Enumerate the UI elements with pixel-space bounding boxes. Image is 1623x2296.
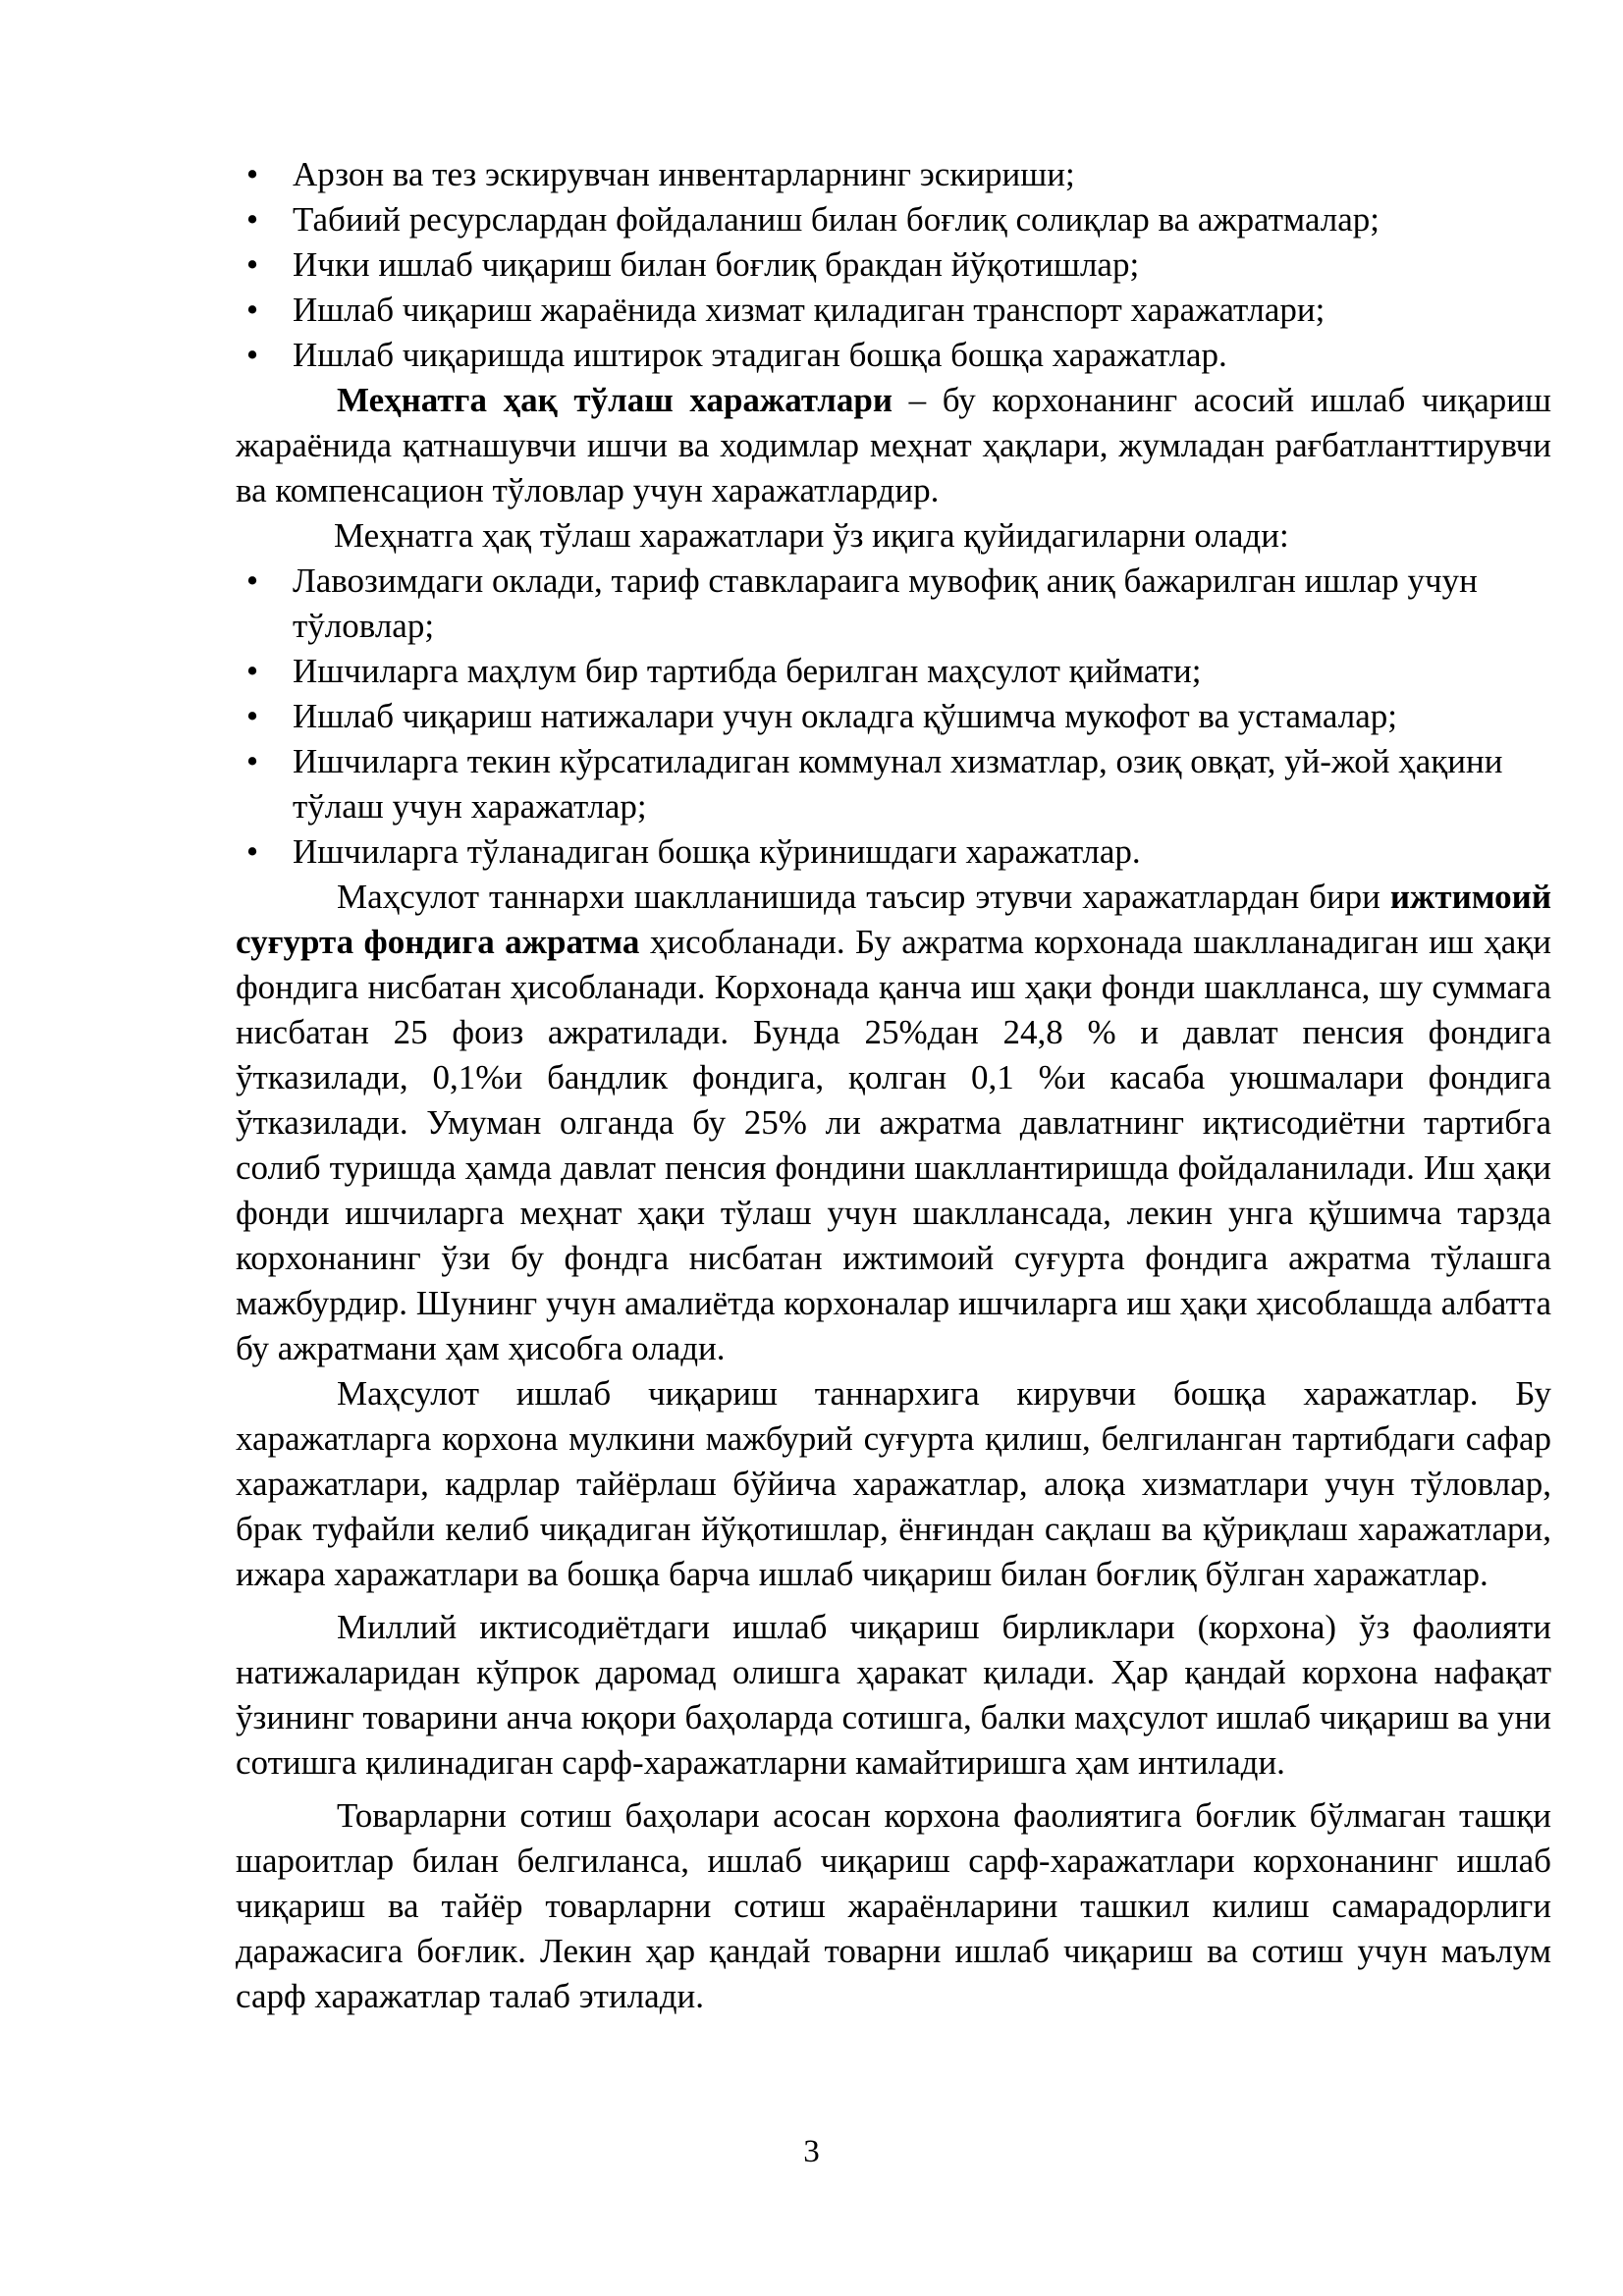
bullet-icon: • — [245, 291, 259, 329]
list-item-text: Ишчиларга текин кўрсатиладиган коммунал хизматлар, озиқ овқат, уй-жой ҳақини тўлаш учун харажатлар; — [293, 742, 1503, 826]
list-item — [236, 152, 1551, 197]
list-item — [236, 559, 1551, 649]
bullet-icon: • — [245, 155, 259, 193]
bullet-icon: • — [245, 652, 259, 690]
document-page — [236, 152, 1551, 2019]
paragraph-text: ҳисобланади. Бу ажратма корхонада шаклланадиган иш ҳақи фондига нисбатан ҳисобланади. Корхонада қанча иш ҳақи фонди шаклланса, шу суммага нисбатан 25 фоиз ажратилади. Бунда 25%дан 24,8 % и давлат пенсия фондига ўтказилади, 0,1%и бандлик фондига, қолган 0,1 %и касаба уюшмалари фондига ўтказилади. Умуман олганда бу 25% ли ажратма давлатнинг иқтисодиётни тартибга солиб туришда ҳамда давлат пенсия фондини шакллантиришда фойдаланилади. Иш ҳақи фонди ишчиларга меҳнат ҳақи тўлаш учун шакллансада, лекин унга қўшимча тарзда корхонанинг ўзи бу фондга нисбатан ижтимоий суғурта фондига ажратма тўлашга мажбурдир. Шунинг учун амалиётда корхоналар ишчиларга иш ҳақи ҳисоблашда албатта бу ажратмани ҳам ҳисобга олади. — [236, 923, 1551, 1367]
list-item — [236, 694, 1551, 739]
paragraph-text: Товарларни сотиш баҳолари асосан корхона фаолиятига боғлик бўлмаган ташқи шароитлар билан белгиланса, ишлаб чиқариш сарф-харажатлари корхонанинг ишлаб чиқариш ва тайёр товарларни сотиш жараёнларини ташкил килиш самарадорлиги даражасига боғлик. Лекин ҳар қандай товарни ишлаб чиқариш ва сотиш учун маълум сарф харажатлар талаб этилади. — [236, 1796, 1551, 2015]
list-item-text: Ишлаб чиқариш натижалари учун окладга қўшимча мукофот ва устамалар; — [293, 697, 1397, 735]
paragraph-other-costs — [236, 1371, 1551, 1597]
paragraph-text: Маҳсулот таннархи шаклланишида таъсир этувчи харажатлардан бири — [337, 878, 1390, 916]
bullet-icon: • — [245, 832, 259, 871]
bullet-icon: • — [245, 200, 259, 239]
expense-list-1 — [236, 152, 1551, 378]
list-item-text: Ишчиларга тўланадиган бошқа кўринишдаги харажатлар. — [293, 832, 1141, 871]
paragraph-labor-costs-intro — [236, 513, 1551, 559]
bullet-icon: • — [245, 697, 259, 735]
paragraph-national-economy — [236, 1605, 1551, 1786]
list-item — [236, 333, 1551, 378]
list-item-text: Ишлаб чиқаришда иштирок этадиган бошқа бошқа харажатлар. — [293, 336, 1227, 374]
bullet-icon: • — [245, 561, 259, 600]
bullet-icon: • — [245, 742, 259, 780]
list-item-text: Табиий ресурслардан фойдаланиш билан боғлиқ солиқлар ва ажратмалар; — [293, 200, 1380, 239]
list-item-text: Ишлаб чиқариш жараёнида хизмат қиладиган транспорт харажатлари; — [293, 291, 1325, 329]
paragraph-text: Меҳнатга ҳақ тўлаш харажатлари ўз иқига қуйидагиларни олади: — [334, 516, 1289, 555]
bold-term: ижтимоий суғурта фондига ажратма — [236, 878, 1551, 961]
list-item — [236, 288, 1551, 333]
list-item-text: Ички ишлаб чиқариш билан боғлиқ бракдан йўқотишлар; — [293, 245, 1140, 284]
paragraph-social-insurance — [236, 875, 1551, 1371]
paragraph-labor-costs — [236, 378, 1551, 513]
paragraph-text: – бу корхонанинг асосий ишлаб чиқариш жараёнида қатнашувчи ишчи ва ходимлар меҳнат ҳақлари, жумладан рағбатланттирувчи ва компенсацион тўловлар учун харажатлардир. — [236, 381, 1551, 509]
paragraph-text: Миллий иктисодиётдаги ишлаб чиқариш бирликлари (корхона) ўз фаолияти натижаларидан кўпрок даромад олишга ҳаракат қилади. Ҳар қандай корхона нафақат ўзининг товарини анча юқори баҳоларда сотишга, балки маҳсулот ишлаб чиқариш ва уни сотишга қилинадиган сарф-харажатларни камайтиришга ҳам интилади. — [236, 1608, 1551, 1782]
expense-list-2 — [236, 559, 1551, 875]
paragraph-spacing — [236, 1597, 1551, 1605]
paragraph-sales-prices — [236, 1793, 1551, 2019]
bullet-icon: • — [245, 245, 259, 284]
list-item — [236, 197, 1551, 242]
list-item — [236, 242, 1551, 288]
bullet-icon: • — [245, 336, 259, 374]
list-item-text: Лавозимдаги оклади, тариф ставклараига мувофиқ аниқ бажарилган ишлар учун тўловлар; — [293, 561, 1478, 645]
list-item-text: Арзон ва тез эскирувчан инвентарларнинг эскириши; — [293, 155, 1075, 193]
page-number: 3 — [803, 2134, 820, 2169]
paragraph-text: Маҳсулот ишлаб чиқариш таннархига кирувчи бошқа харажатлар. Бу харажатларга корхона мулкини мажбурий суғурта қилиш, белгиланган тартибдаги сафар харажатлари, кадрлар тайёрлаш бўйича харажатлар, алоқа хизматлари учун тўловлар, брак туфайли келиб чиқадиган йўқотишлар, ёнғиндан сақлаш ва қўриқлаш харажатлари, ижара харажатлари ва бошқа барча ишлаб чиқариш билан боғлиқ бўлган харажатлар. — [236, 1374, 1551, 1593]
list-item — [236, 739, 1551, 829]
list-item-text: Ишчиларга маҳлум бир тартибда берилган маҳсулот қиймати; — [293, 652, 1202, 690]
list-item — [236, 649, 1551, 694]
paragraph-spacing — [236, 1786, 1551, 1793]
bold-term: Меҳнатга ҳақ тўлаш харажатлари — [337, 381, 893, 419]
list-item — [236, 829, 1551, 875]
